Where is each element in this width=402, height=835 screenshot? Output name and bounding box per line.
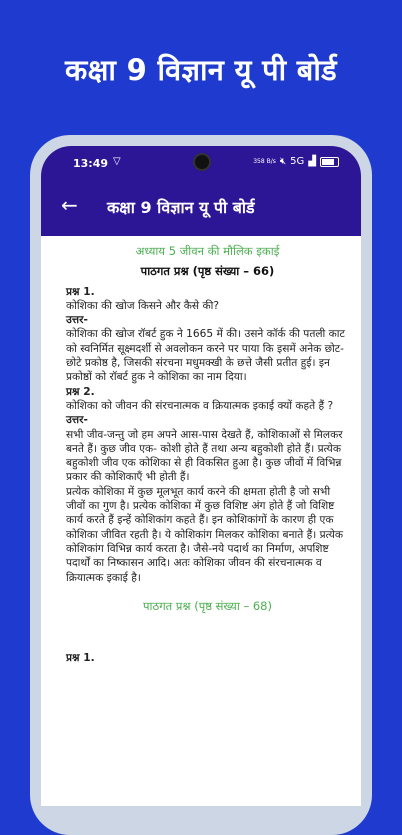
answer-text: सभी जीव-जन्तु जो हम अपने आस-पास देखते हैं, कोशिकाओं से मिलकर बनते हैं। कुछ जीव एक- कोशी होते हैं तथा अन्य बहुकोशी होते हैं। प्रत्येक बहुकोशी जीव एक कोशिका से ही विकसित हुआ है। कुछ जीवों में विभिन्न प्रकार की कोशिकाएँ भी होती हैं। [66,428,343,484]
signal-icon: ▟ [308,156,316,167]
status-bar [41,146,361,180]
app-bar [41,180,361,236]
section-heading: पाठगत प्रश्न (पृष्ठ संख्या – 66) [140,264,275,279]
battery-icon [320,157,339,167]
battery-level [322,159,334,165]
front-camera [193,153,211,171]
answer-label: उत्तर- [66,314,88,327]
chapter-content[interactable] [41,236,361,806]
answer-text: प्रत्येक कोशिका में कुछ मूलभूत कार्य करने की क्षमता होती है जो सभी जीवों का गुण है। प्रत्येक कोशिका में कुछ विशिष्ट अंग होते हैं जो विशिष्ट कार्य करते हैं इन्हें कोशिकांग कहते हैं। इन कोशिकांगों के कारण ही एक कोशिका जीवित रहती है। ये कोशिकांग मिलकर कोशिका बनाते हैं। प्रत्येक कोशिकांग विभिन्न कार्य करता है। जैसे-नये पदार्थ का निर्माण, अपशिष्ट पदार्थों का निष्कासन आदि। अतः कोशिका जीवन की संरचनात्मक व क्रियात्मक इकाई है। [66,485,344,584]
network-speed: 358 B/s [253,157,276,165]
promo-banner-title: कक्षा 9 विज्ञान यू पी बोर्ड [65,53,337,87]
status-time: 13:49 [73,157,109,170]
question-text: कोशिका को जीवन की संरचनात्मक व क्रियात्मक इकाई क्यों कहते हैं ? [66,399,334,412]
question-label: प्रश्न 1. [66,652,95,665]
status-icons [253,156,339,167]
app-screen [41,146,361,806]
app-bar-title: कक्षा 9 विज्ञान यू पी बोर्ड [107,198,255,217]
question-label: प्रश्न 1. [66,285,95,298]
mute-icon: 🔇︎ [279,156,287,167]
section-heading: पाठगत प्रश्न (पृष्ठ संख्या – 68) [143,598,272,613]
question-label: प्रश्न 2. [66,385,95,398]
content-fade [41,776,361,806]
chapter-title: अध्याय 5 जीवन की मौलिक इकाई [135,244,280,258]
question-text: कोशिका की खोज किसने और कैसे की? [66,299,219,312]
back-arrow-icon[interactable]: ← [61,193,78,217]
network-type: 5G [290,156,305,167]
answer-text: कोशिका की खोज रॉबर्ट हुक ने 1665 में की। उसने कॉर्क की पतली काट को स्वनिर्मित सूक्ष्मदर्शी से अवलोकन करने पर पाया कि इसमें अनेक छोट-छोटे प्रकोष्ठ है, जिसकी संरचना मधुमक्खी के छत्ते जैसी प्रतीत हुई। इन प्रकोष्ठों को रॉबर्ट हुक ने कोशिका का नाम दिया। [66,328,345,384]
answer-label: उत्तर- [66,414,88,427]
vpn-icon: ▽ [113,156,121,167]
